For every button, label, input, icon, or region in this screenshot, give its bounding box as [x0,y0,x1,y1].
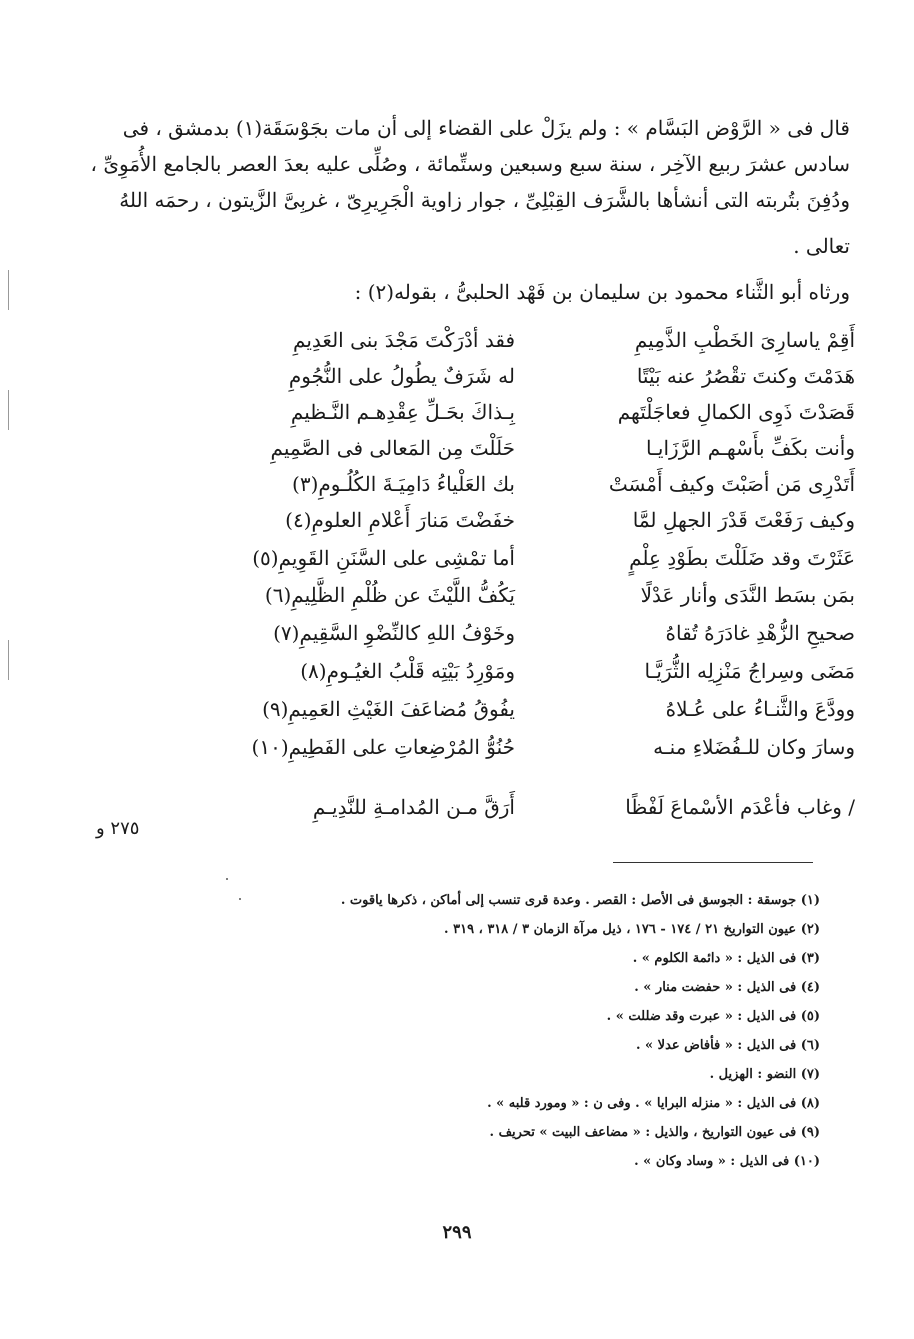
footnote: (٦) فى الذيل : « فأفاض عدلا » . [635,1038,820,1053]
verse-row [215,580,855,610]
footnote: (٣) فى الذيل : « دائمة الكلوم » . [632,951,820,966]
footnote: (٧) النضو : الهزيل . [709,1067,820,1082]
verse-first-hemistich: وكيف رَفَعْتَ قَدْرَ الجهلِ لمَّا [632,508,855,532]
verse-first-hemistich: بمَن بسَط النَّدَى وأنار عَدْلًا [640,583,855,607]
verse-row [215,397,855,427]
verse-second-hemistich: يفُوقُ مُضاعَفَ الغَيْثِ العَمِيمِ(٩) [262,697,515,721]
verse-row [215,325,855,355]
verse-row [215,656,855,686]
elegy-intro [100,270,850,310]
verse-row [215,694,855,724]
scan-mark [8,270,9,310]
verse-first-hemistich: قَصَدْتَ ذَوِى الكمالِ فعاجَلْتَهم [617,400,855,424]
footnote: (٢) عيون التواريخ ٢١ / ١٧٤ - ١٧٦ ، ذيل مرآة الزمان ٣ / ٣١٨ ، ٣١٩ . [444,922,820,937]
prose-line: ودُفِنَ بتُربته التى أنشأها بالشَّرَف القِبْلِىِّ ، جوار زاوية الْجَرِيرِىّ ، غربِىَّ الزَّيتون ، رحمَه اللهُ [119,188,850,212]
page-number: ٢٩٩ [442,1222,472,1243]
verse-first-hemistich: وأنت بكَفِّ بأَسْهـم الرَّزَايـا [645,436,855,460]
prose-block [90,100,850,270]
verse-second-hemistich: بك العَلْياءُ دَامِيَـةَ الكُلُـومِ(٣) [292,472,515,496]
verse-first-hemistich: / وغاب فأعْدَم الأسْماعَ لَفْظًا [625,795,855,819]
verse-first-hemistich: وسارَ وكان للـفُضَلاءِ منـه [653,735,855,759]
scan-speck [226,878,228,880]
verse-first-hemistich: مَضَى وسِراجُ مَنْزِلِه الثُّرَيَّـا [644,659,855,683]
verse-second-hemistich: خفَضْتَ مَنارَ أَعْلامِ العلومِ(٤) [285,508,515,532]
footnote: (١) جوسقة : الجوسق فى الأصل : القصر . وعدة قرى تنسب إلى أماكن ، ذكرها ياقوت . [340,893,820,908]
verse-second-hemistich: ومَوْرِدُ بَيْتِه قَلْبُ الغيُـومِ(٨) [300,659,515,683]
verse-first-hemistich: هَدَمْتَ وكنتَ تقْصُرُ عنه بَيْتًا [636,364,855,388]
verse-first-hemistich: أَقِمْ ياسارِىَ الخَطْبِ الذَّمِيمِ [634,328,855,352]
footnote: (٥) فى الذيل : « عبرت وقد ضللت » . [606,1009,820,1024]
verse-row [215,732,855,762]
footnote-separator [613,862,813,863]
verse-first-hemistich: صحيحِ الزُّهْدِ غادَرَهُ تُقاهُ [665,621,855,645]
verse-row [215,505,855,535]
verse-second-hemistich: فقد أدْرَكْتَ مَجْدَ بنى العَدِيمِ [293,328,515,352]
footnote: (١٠) فى الذيل : « وساد وكان » . [634,1154,820,1169]
verse-row [215,543,855,573]
verse-row [215,361,855,391]
verse-row [215,469,855,499]
verse-first-hemistich: وودَّعَ والثَّنـاءُ على عُـلاهُ [665,697,855,721]
scan-speck [239,898,241,900]
footnote: (٩) فى عيون التواريخ ، والذيل : « مضاعف البيت » تحريف . [489,1125,820,1140]
verse-second-hemistich: يَكُفُّ اللَّيْثَ عن ظُلْمِ الظَّلِيمِ(٦) [264,583,515,607]
verse-first-hemistich: أَتَدْرِى مَن أصَبْتَ وكيف أَمْسَتْ [608,472,855,496]
manuscript-folio-marker: ٢٧٥ و [96,818,140,839]
prose-line: سادس عشرَ ربيع الآخِر ، سنة سبع وسبعين وستِّمائة ، وصُلِّى عليه بعدَ العصر بالجامع الأُمَوِىِّ ، [90,152,850,176]
prose-line: تعالى . [793,234,850,258]
verse-second-hemistich: حُنُوُّ المُرْضِعاتِ على الفَطِيمِ(١٠) [251,735,515,759]
verse-second-hemistich: وخَوْفُ اللهِ كالنِّضْوِ السَّقِيمِ(٧) [273,621,515,645]
verse-row [215,433,855,463]
verse-second-hemistich: حَلَلْتَ مِن المَعالى فى الصَّمِيمِ [270,436,515,460]
scan-mark [8,390,9,430]
scan-mark [8,640,9,680]
footnote: (٤) فى الذيل : « حفضت منار » . [634,980,820,995]
elegy-intro-line: ورثاه أبو الثَّناء محمود بن سليمان بن فَهْد الحلبىُّ ، بقوله(٢) : [354,280,850,304]
verse-row [215,792,855,822]
verse-first-hemistich: عَثَرْتَ وقد ضَلَلْتَ بطَوْدِ عِلْمٍ [629,546,855,570]
verse-second-hemistich: بِـذاكَ بحَـلِّ عِقْدِهـم النَّـظيمِ [290,400,515,424]
prose-line: قال فى « الرَّوْض البَسَّام » : ولم يزَلْ على القضاء إلى أن مات بجَوْسَقَة(١) بدمشق ، فى [122,116,850,140]
footnote: (٨) فى الذيل : « منزله البرايا » . وفى ن : « ومورد قلبه » . [487,1096,820,1111]
verse-second-hemistich: أما تمْشِى على السَّنَنِ القَوِيمِ(٥) [252,546,515,570]
verse-second-hemistich: له شَرَفٌ يطُولُ على النُّجُومِ [288,364,515,388]
verse-second-hemistich: أَرَقَّ مـن المُدامـةِ للنَّدِيـمِ [312,795,515,819]
verse-row [215,618,855,648]
footnotes [180,886,820,1186]
